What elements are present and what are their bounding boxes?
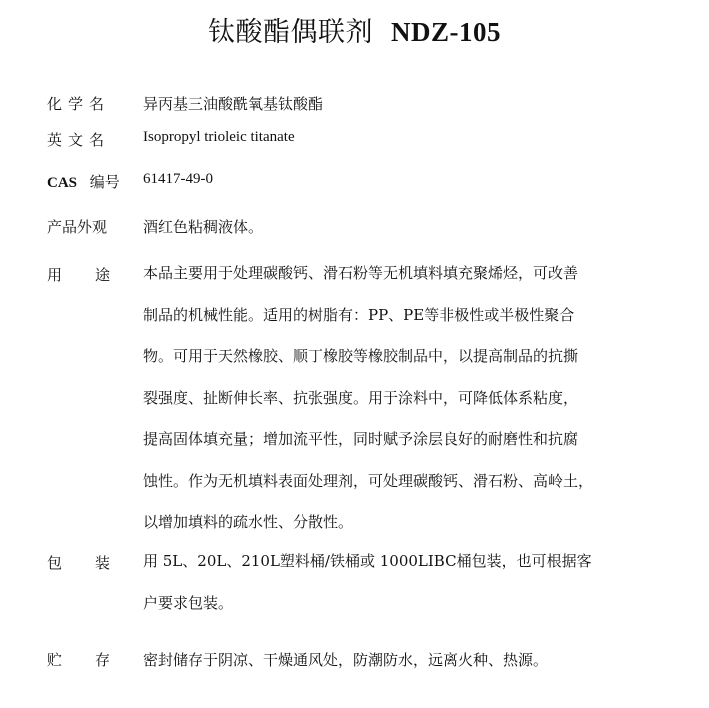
cas-label-suffix: 编号	[89, 173, 120, 191]
packaging-line: 用 5L、20L、210L塑料桶/铁桶或 1000LIBC桶包装，也可根据客	[143, 552, 592, 570]
cas-value: 61417-49-0	[143, 171, 213, 187]
cas-label	[47, 171, 120, 192]
packaging-label: 包装	[47, 554, 144, 572]
chemical-name-label: 化学名	[47, 95, 111, 113]
title-model: NDZ-105	[391, 17, 501, 47]
appearance-label: 产品外观	[47, 218, 108, 236]
usage-line: 以增加填料的疏水性、分散性。	[143, 513, 354, 531]
appearance-value: 酒红色粘稠液体。	[143, 218, 264, 236]
document-title	[0, 10, 709, 49]
title-chinese: 钛酸酯偶联剂	[208, 17, 373, 48]
packaging-paragraph	[143, 541, 623, 624]
english-name-label: 英文名	[47, 131, 111, 149]
usage-line: 制品的机械性能。适用的树脂有：PP、PE等非极性或半极性聚合	[143, 305, 575, 324]
usage-label: 用途	[47, 266, 144, 284]
usage-line: 蚀性。作为无机填料表面处理剂，可处理碳酸钙、滑石粉、高岭土，	[143, 471, 594, 490]
chemical-name-value: 异丙基三油酸酰氧基钛酸酯	[143, 95, 324, 113]
usage-line: 裂强度、扯断伸长率、抗张强度。用于涂料中，可降低体系粘度，	[143, 388, 579, 407]
usage-paragraph	[143, 253, 623, 544]
storage-label: 贮存	[47, 651, 144, 669]
usage-line: 本品主要用于处理碳酸钙、滑石粉等无机填料填充聚烯烃，可改善	[143, 264, 579, 282]
usage-line: 物。可用于天然橡胶、顺丁橡胶等橡胶制品中，以提高制品的抗撕	[143, 347, 579, 365]
usage-line: 提高固体填充量；增加流平性，同时赋予涂层良好的耐磨性和抗腐	[143, 430, 579, 448]
english-name-value: Isopropyl trioleic titanate	[143, 129, 295, 145]
storage-value: 密封储存于阴凉、干燥通风处，防潮防水，远离火种、热源。	[143, 651, 549, 669]
cas-label-prefix: CAS	[47, 175, 78, 191]
packaging-line: 户要求包装。	[143, 593, 234, 612]
